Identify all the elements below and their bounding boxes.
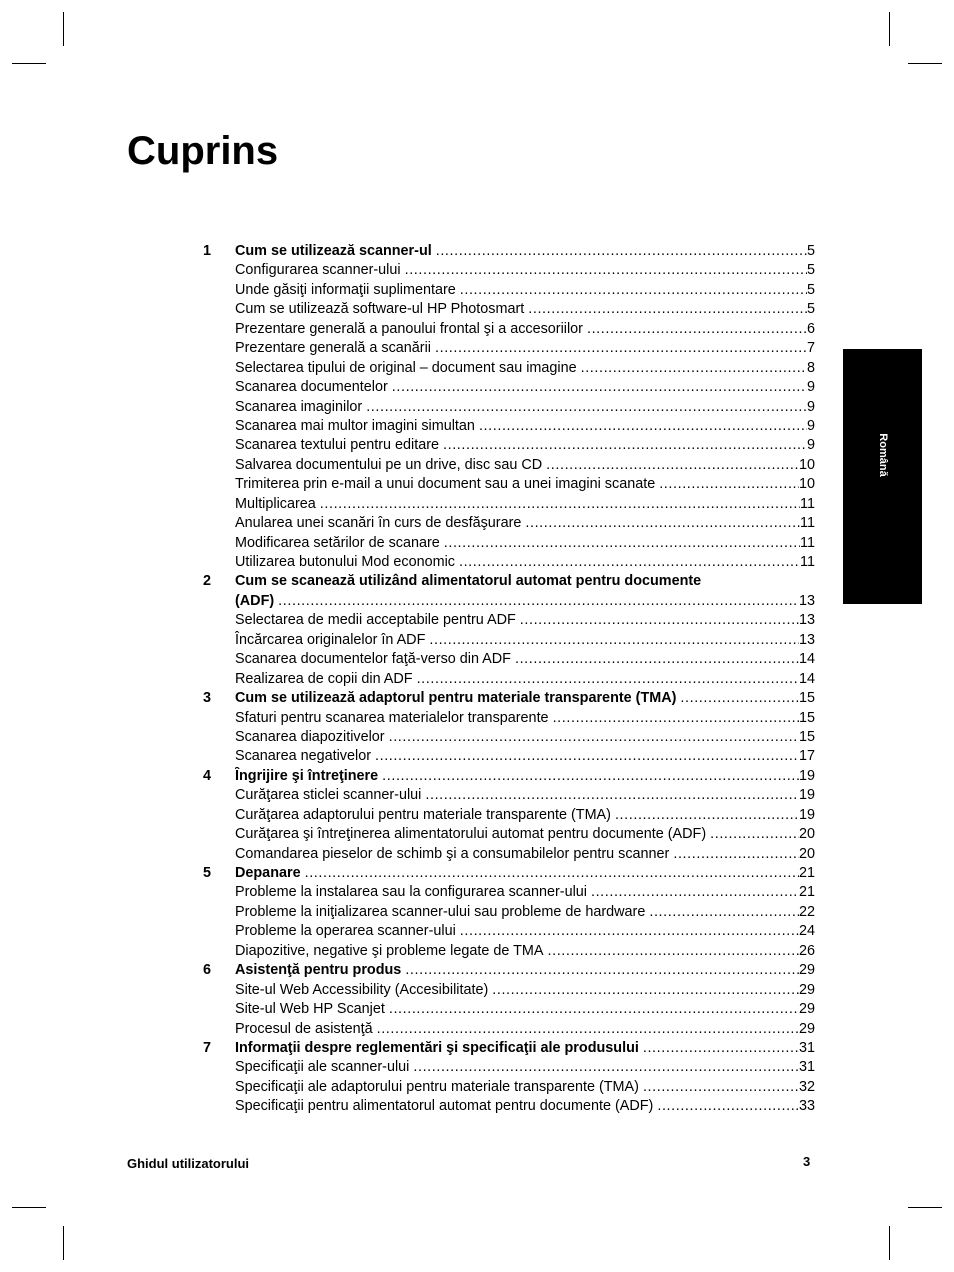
toc-entry (235, 281, 815, 300)
toc-section-row[interactable] (203, 378, 815, 397)
toc-entry (235, 903, 815, 922)
toc-page-number: 19 (799, 767, 815, 786)
toc-dot-leader (657, 1097, 799, 1116)
toc-dot-leader (546, 456, 799, 475)
toc-section-row[interactable] (203, 981, 815, 1000)
toc-page-number: 11 (800, 495, 815, 514)
toc-entry (235, 1000, 815, 1019)
toc-section-row[interactable] (203, 631, 815, 650)
toc-section-row[interactable] (203, 359, 815, 378)
toc-page-number: 29 (799, 1020, 815, 1039)
toc-entry-label: Configurarea scanner-ului (235, 261, 405, 280)
toc-page-number: 15 (799, 728, 815, 747)
toc-page-number: 22 (799, 903, 815, 922)
toc-entry-label: Scanarea documentelor (235, 378, 392, 397)
toc-entry (235, 767, 815, 786)
toc-entry-label: Cum se scanează utilizând alimentatorul automat pentru documente (235, 572, 705, 591)
language-side-tab-label: Română (876, 433, 889, 477)
toc-dot-leader (515, 650, 799, 669)
toc-section-row[interactable] (203, 922, 815, 941)
toc-dot-leader (389, 728, 799, 747)
toc-dot-leader (460, 281, 807, 300)
toc-page-number: 6 (807, 320, 815, 339)
toc-entry (235, 436, 815, 455)
toc-chapter-row[interactable] (203, 592, 815, 611)
toc-dot-leader (649, 903, 799, 922)
toc-page-number: 14 (799, 670, 815, 689)
toc-entry-label: Scanarea diapozitivelor (235, 728, 389, 747)
toc-dot-leader (305, 864, 799, 883)
toc-dot-leader (392, 378, 807, 397)
toc-section-row[interactable] (203, 534, 815, 553)
toc-chapter-row[interactable] (203, 767, 815, 786)
toc-dot-leader (389, 1000, 799, 1019)
toc-section-row[interactable] (203, 709, 815, 728)
crop-mark-top-right-horizontal (908, 63, 942, 64)
toc-page-number: 31 (799, 1058, 815, 1077)
toc-entry-label: Probleme la operarea scanner-ului (235, 922, 460, 941)
toc-dot-leader (460, 922, 799, 941)
toc-dot-leader (377, 1020, 799, 1039)
toc-page-number: 32 (799, 1078, 815, 1097)
toc-page-number: 9 (807, 436, 815, 455)
toc-page-number: 10 (799, 475, 815, 494)
toc-page-number: 13 (799, 631, 815, 650)
toc-entry (235, 592, 815, 611)
toc-entry (235, 942, 815, 961)
toc-section-row[interactable] (203, 436, 815, 455)
toc-entry (235, 961, 815, 980)
toc-section-row[interactable] (203, 1020, 815, 1039)
toc-entry (235, 359, 815, 378)
page-title: Cuprins (127, 129, 279, 173)
toc-entry-label: Modificarea setărilor de scanare (235, 534, 444, 553)
toc-page-number: 15 (799, 709, 815, 728)
toc-chapter-number: 1 (203, 243, 212, 259)
toc-dot-leader (382, 767, 799, 786)
toc-entry-label: Realizarea de copii din ADF (235, 670, 417, 689)
toc-dot-leader (492, 981, 799, 1000)
toc-dot-leader (680, 689, 799, 708)
toc-section-row[interactable] (203, 320, 815, 339)
toc-page-number: 29 (799, 1000, 815, 1019)
toc-section-row[interactable] (203, 806, 815, 825)
toc-entry (235, 650, 815, 669)
toc-section-row[interactable] (203, 903, 815, 922)
toc-entry-label: Curăţarea şi întreţinerea alimentatorului automat pentru documente (ADF) (235, 825, 710, 844)
toc-entry (235, 670, 815, 689)
toc-entry (235, 1058, 815, 1077)
toc-dot-leader (443, 436, 807, 455)
toc-entry-label: Curăţarea adaptorului pentru materiale transparente (TMA) (235, 806, 615, 825)
toc-page-number: 13 (799, 611, 815, 630)
toc-dot-leader (525, 514, 800, 533)
toc-dot-leader (705, 572, 815, 591)
toc-dot-leader (520, 611, 799, 630)
toc-page-number: 5 (807, 261, 815, 280)
toc-dot-leader (553, 709, 799, 728)
toc-entry (235, 339, 815, 358)
toc-section-row[interactable] (203, 825, 815, 844)
crop-mark-bottom-right-vertical (889, 1226, 890, 1260)
toc-chapter-row[interactable] (203, 689, 815, 708)
language-side-tab (843, 349, 922, 604)
toc-page-number: 19 (799, 806, 815, 825)
toc-entry-label: Multiplicarea (235, 495, 320, 514)
toc-entry-label: Utilizarea butonului Mod economic (235, 553, 459, 572)
toc-entry-label: (ADF) (235, 592, 278, 611)
toc-dot-leader (548, 942, 799, 961)
toc-entry (235, 1020, 815, 1039)
toc-page-number: 9 (807, 378, 815, 397)
toc-entry-label: Cum se utilizează software-ul HP Photosmart (235, 300, 528, 319)
toc-page-number: 15 (799, 689, 815, 708)
footer-page-number: 3 (803, 1154, 811, 1169)
toc-entry-label: Salvarea documentului pe un drive, disc sau CD (235, 456, 546, 475)
toc-chapter-row[interactable] (203, 1039, 815, 1058)
toc-chapter-number: 2 (203, 573, 212, 590)
toc-dot-leader (459, 553, 800, 572)
toc-entry (235, 261, 815, 280)
toc-chapter-row[interactable] (203, 961, 815, 980)
toc-section-row[interactable] (203, 1078, 815, 1097)
toc-entry-label: Probleme la iniţializarea scanner-ului sau probleme de hardware (235, 903, 649, 922)
toc-entry (235, 475, 815, 494)
toc-entry-label: Informaţii despre reglementări şi specificaţii ale produsului (235, 1039, 643, 1058)
toc-entry (235, 806, 815, 825)
toc-page-number: 7 (807, 339, 815, 358)
toc-entry (235, 398, 815, 417)
toc-dot-leader (375, 747, 799, 766)
toc-page-number: 11 (800, 514, 815, 533)
toc-page-number: 29 (799, 981, 815, 1000)
toc-page-number: 21 (799, 883, 815, 902)
toc-entry-label: Curăţarea sticlei scanner-ului (235, 786, 425, 805)
toc-entry-label: Depanare (235, 864, 305, 883)
toc-entry (235, 981, 815, 1000)
toc-dot-leader (436, 242, 807, 261)
toc-entry (235, 922, 815, 941)
toc-entry (235, 242, 815, 261)
toc-page-number: 14 (799, 650, 815, 669)
toc-entry (235, 728, 815, 747)
toc-entry (235, 378, 815, 397)
toc-page-number: 33 (799, 1097, 815, 1116)
toc-entry-label: Prezentare generală a panoului frontal şi a accesoriilor (235, 320, 587, 339)
toc-dot-leader (587, 320, 807, 339)
toc-chapter-number: 5 (203, 865, 212, 881)
toc-section-row[interactable] (203, 670, 815, 689)
toc-entry-label: Selectarea de medii acceptabile pentru ADF (235, 611, 520, 630)
toc-dot-leader (405, 961, 799, 980)
toc-entry-label: Prezentare generală a scanării (235, 339, 435, 358)
toc-chapter-number: 7 (203, 1039, 212, 1056)
toc-entry-label: Site-ul Web HP Scanjet (235, 1000, 389, 1019)
toc-section-row[interactable] (203, 300, 815, 319)
toc-dot-leader (366, 398, 807, 417)
toc-page-number: 19 (799, 786, 815, 805)
toc-page-number: 13 (799, 592, 815, 611)
toc-entry (235, 572, 815, 591)
crop-mark-bottom-left-vertical (63, 1226, 64, 1260)
toc-section-row[interactable] (203, 728, 815, 747)
toc-entry-label: Probleme la instalarea sau la configurarea scanner-ului (235, 883, 591, 902)
crop-mark-bottom-right-horizontal (908, 1207, 942, 1208)
toc-entry (235, 495, 815, 514)
toc-entry (235, 631, 815, 650)
toc-entry (235, 534, 815, 553)
toc-section-row[interactable] (203, 650, 815, 669)
toc-dot-leader (581, 359, 807, 378)
toc-entry-label: Unde găsiţi informaţii suplimentare (235, 281, 460, 300)
toc-entry-label: Specificaţii ale adaptorului pentru materiale transparente (TMA) (235, 1078, 643, 1097)
toc-chapter-row[interactable] (203, 864, 815, 883)
toc-entry (235, 456, 815, 475)
toc-section-row[interactable] (203, 747, 815, 766)
toc-section-row[interactable] (203, 786, 815, 805)
toc-dot-leader (643, 1039, 799, 1058)
toc-section-row[interactable] (203, 1097, 815, 1116)
table-of-contents (203, 242, 815, 1117)
toc-page-number: 20 (799, 845, 815, 864)
toc-chapter-number: 6 (203, 962, 212, 979)
toc-entry (235, 320, 815, 339)
toc-page-number: 17 (799, 747, 815, 766)
toc-page-number: 20 (799, 825, 815, 844)
toc-section-row[interactable] (203, 495, 815, 514)
toc-page-number: 24 (799, 922, 815, 941)
toc-chapter-number: 4 (203, 767, 212, 784)
toc-entry-label: Scanarea textului pentru editare (235, 436, 443, 455)
toc-entry (235, 786, 815, 805)
toc-entry (235, 300, 815, 319)
toc-entry-label: Trimiterea prin e-mail a unui document sau a unei imagini scanate (235, 475, 659, 494)
toc-entry-label: Scanarea mai multor imagini simultan (235, 417, 479, 436)
toc-entry-label: Asistenţă pentru produs (235, 961, 405, 980)
toc-entry (235, 1097, 815, 1116)
toc-chapter-row[interactable] (203, 242, 815, 261)
toc-dot-leader (710, 825, 799, 844)
toc-chapter-row[interactable] (203, 572, 815, 591)
toc-page-number: 11 (800, 534, 815, 553)
crop-mark-top-left-vertical (63, 12, 64, 46)
toc-page-number: 26 (799, 942, 815, 961)
toc-chapter-number: 3 (203, 690, 212, 707)
toc-dot-leader (659, 475, 799, 494)
toc-dot-leader (320, 495, 800, 514)
toc-dot-leader (417, 670, 799, 689)
toc-entry (235, 864, 815, 883)
toc-section-row[interactable] (203, 339, 815, 358)
toc-entry (235, 553, 815, 572)
toc-entry (235, 825, 815, 844)
toc-entry (235, 417, 815, 436)
toc-section-row[interactable] (203, 1058, 815, 1077)
toc-page-number: 10 (799, 456, 815, 475)
toc-section-row[interactable] (203, 1000, 815, 1019)
toc-entry (235, 709, 815, 728)
toc-entry-label: Cum se utilizează scanner-ul (235, 242, 436, 261)
toc-page-number: 5 (807, 242, 815, 261)
toc-dot-leader (278, 592, 799, 611)
toc-section-row[interactable] (203, 475, 815, 494)
toc-page-number: 5 (807, 281, 815, 300)
toc-section-row[interactable] (203, 553, 815, 572)
toc-dot-leader (425, 786, 799, 805)
toc-section-row[interactable] (203, 942, 815, 961)
toc-entry-label: Specificaţii ale scanner-ului (235, 1058, 413, 1077)
toc-dot-leader (479, 417, 807, 436)
toc-section-row[interactable] (203, 456, 815, 475)
toc-page-number: 9 (807, 398, 815, 417)
toc-entry (235, 883, 815, 902)
toc-dot-leader (413, 1058, 799, 1077)
toc-section-row[interactable] (203, 611, 815, 630)
toc-entry-label: Scanarea imaginilor (235, 398, 366, 417)
toc-entry (235, 611, 815, 630)
toc-entry-label: Cum se utilizează adaptorul pentru materiale transparente (TMA) (235, 689, 680, 708)
toc-entry-label: Anularea unei scanări în curs de desfăşurare (235, 514, 525, 533)
toc-entry (235, 747, 815, 766)
toc-entry (235, 1078, 815, 1097)
footer-guide-name: Ghidul utilizatorului (127, 1156, 250, 1171)
toc-dot-leader (615, 806, 799, 825)
toc-entry-label: Specificaţii pentru alimentatorul automat pentru documente (ADF) (235, 1097, 657, 1116)
toc-entry-label: Sfaturi pentru scanarea materialelor transparente (235, 709, 553, 728)
toc-dot-leader (429, 631, 799, 650)
toc-section-row[interactable] (203, 398, 815, 417)
toc-dot-leader (444, 534, 800, 553)
crop-mark-top-left-horizontal (12, 63, 46, 64)
toc-page-number: 8 (807, 359, 815, 378)
toc-entry (235, 845, 815, 864)
toc-entry (235, 1039, 815, 1058)
toc-section-row[interactable] (203, 514, 815, 533)
toc-entry (235, 514, 815, 533)
toc-page-number: 11 (800, 553, 815, 572)
toc-page-number: 29 (799, 961, 815, 980)
toc-page-number: 9 (807, 417, 815, 436)
toc-section-row[interactable] (203, 845, 815, 864)
toc-section-row[interactable] (203, 883, 815, 902)
toc-page-number: 21 (799, 864, 815, 883)
toc-entry-label: Procesul de asistenţă (235, 1020, 377, 1039)
toc-dot-leader (435, 339, 807, 358)
toc-entry-label: Scanarea documentelor faţă-verso din ADF (235, 650, 515, 669)
toc-entry-label: Site-ul Web Accessibility (Accesibilitate) (235, 981, 492, 1000)
toc-page-number: 5 (807, 300, 815, 319)
toc-entry-label: Încărcarea originalelor în ADF (235, 631, 429, 650)
toc-entry (235, 689, 815, 708)
toc-dot-leader (643, 1078, 799, 1097)
toc-dot-leader (673, 845, 799, 864)
crop-mark-bottom-left-horizontal (12, 1207, 46, 1208)
toc-dot-leader (405, 261, 807, 280)
crop-mark-top-right-vertical (889, 12, 890, 46)
toc-section-row[interactable] (203, 281, 815, 300)
toc-dot-leader (528, 300, 807, 319)
toc-section-row[interactable] (203, 417, 815, 436)
toc-dot-leader (591, 883, 799, 902)
toc-entry-label: Selectarea tipului de original – document sau imagine (235, 359, 581, 378)
toc-entry-label: Comandarea pieselor de schimb şi a consumabilelor pentru scanner (235, 845, 673, 864)
toc-entry-label: Îngrijire şi întreţinere (235, 767, 382, 786)
toc-page-number: 31 (799, 1039, 815, 1058)
toc-entry-label: Scanarea negativelor (235, 747, 375, 766)
toc-section-row[interactable] (203, 261, 815, 280)
toc-entry-label: Diapozitive, negative şi probleme legate de TMA (235, 942, 548, 961)
